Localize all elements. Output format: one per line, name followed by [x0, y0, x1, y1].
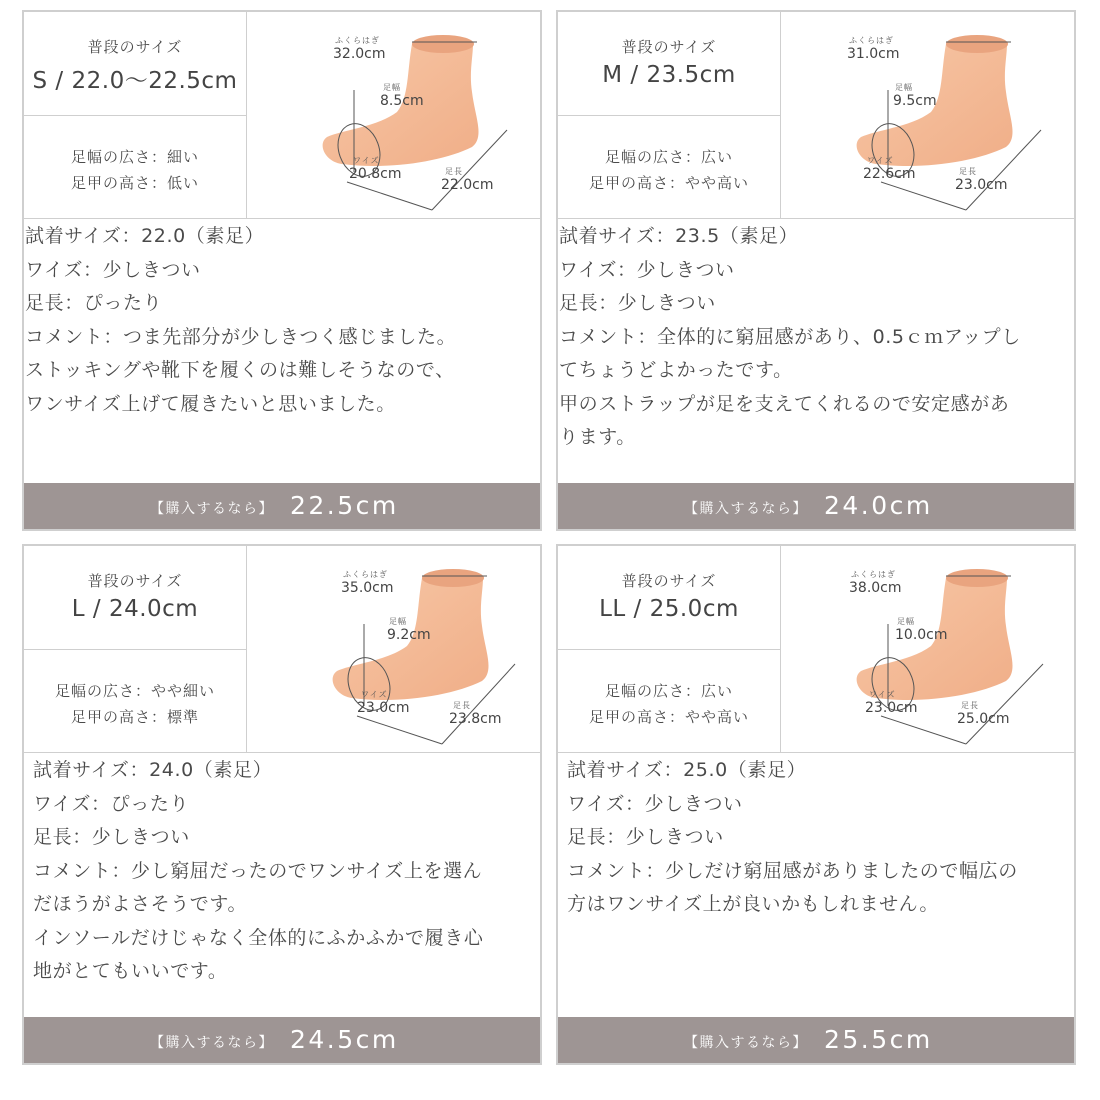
calf-value: 35.0cm: [341, 580, 394, 596]
card-header: [558, 546, 1074, 753]
usual-size-value: LL / 25.0cm: [599, 596, 739, 622]
review-line: ります。: [559, 426, 636, 448]
foot-length-value: 25.0cm: [957, 711, 1010, 727]
foot-features-box: [558, 650, 780, 752]
review-line: 試着サイズ：23.5（素足）: [559, 225, 799, 247]
usual-size-caption: 普段のサイズ: [87, 38, 183, 56]
foot-length-value: 23.8cm: [449, 711, 502, 727]
foot-measurement-diagram: [781, 546, 1076, 752]
foot-width-feature: 足幅の広さ：広い: [604, 682, 733, 700]
foot-illustration-icon: [781, 546, 1076, 752]
foot-length-value: 23.0cm: [955, 177, 1008, 193]
review-line: 地がとてもいいです。: [33, 960, 228, 982]
usual-size-box: [558, 546, 780, 650]
recommended-size-value: 22.5cm: [290, 491, 399, 520]
card-header: [558, 12, 1074, 219]
calf-label: ふくらはぎ: [851, 570, 896, 579]
review-line: 足長：ぴったり: [25, 292, 163, 314]
review-line: だほうがよさそうです。: [33, 893, 248, 915]
usual-size-box: [24, 12, 246, 116]
recommended-size-bar: [558, 1017, 1074, 1063]
recommended-size-bar: [24, 1017, 540, 1063]
calf-value: 31.0cm: [847, 46, 900, 62]
calf-value: 38.0cm: [849, 580, 902, 596]
review-text: [25, 220, 539, 421]
size-info-column: [558, 12, 781, 218]
review-line: 方はワンサイズ上が良いかもしれません。: [567, 893, 940, 915]
foot-length-label: 足長: [959, 167, 977, 176]
review-line: コメント：つま先部分が少しきつく感じました。: [25, 325, 457, 348]
usual-size-value: M / 23.5cm: [602, 62, 736, 88]
review-line: 足長：少しきつい: [567, 826, 724, 848]
review-line: ワイズ：少しきつい: [559, 258, 735, 281]
ball-width-value: 10.0cm: [895, 627, 948, 643]
foot-length-label: 足長: [445, 167, 463, 176]
recommended-size-bar: [558, 483, 1074, 529]
foot-width-feature: 足幅の広さ：細い: [70, 148, 199, 166]
ball-width-label: 足幅: [895, 83, 913, 92]
size-review-card-s: [22, 10, 542, 531]
size-info-column: [24, 12, 247, 218]
review-line: 甲のストラップが足を支えてくれるので安定感があ: [559, 392, 1010, 415]
review-line: インソールだけじゃなく全体的にふかふかで履き心: [33, 926, 484, 949]
foot-features-box: [24, 650, 246, 752]
ball-width-label: 足幅: [383, 83, 401, 92]
foot-width-feature: 足幅の広さ：やや細い: [54, 682, 215, 700]
review-line: ストッキングや靴下を履くのは難しそうなので、: [25, 359, 455, 381]
foot-illustration-icon: [247, 12, 542, 218]
usual-size-caption: 普段のサイズ: [87, 572, 183, 590]
review-line: ワンサイズ上げて履きたいと思いました。: [25, 392, 396, 415]
recommended-size-value: 25.5cm: [824, 1025, 933, 1054]
wise-label: ワイズ: [361, 690, 388, 699]
usual-size-value: S / 22.0〜22.5cm: [32, 68, 238, 94]
review-line: 試着サイズ：24.0（素足）: [33, 759, 273, 781]
foot-length-value: 22.0cm: [441, 177, 494, 193]
size-info-column: [24, 546, 247, 752]
usual-size-value: L / 24.0cm: [71, 596, 199, 622]
review-line: 試着サイズ：22.0（素足）: [25, 225, 265, 247]
foot-length-label: 足長: [961, 701, 979, 710]
review-text: [559, 220, 1073, 455]
size-info-column: [558, 546, 781, 752]
wise-label: ワイズ: [867, 156, 894, 165]
ball-width-value: 9.2cm: [387, 627, 431, 643]
wise-label: ワイズ: [869, 690, 896, 699]
usual-size-box: [24, 546, 246, 650]
card-header: [24, 12, 540, 219]
review-text: [567, 754, 1081, 922]
review-text: [33, 754, 547, 989]
wise-value: 22.6cm: [863, 166, 916, 182]
review-line: ワイズ：ぴったり: [33, 792, 190, 815]
ball-width-value: 9.5cm: [893, 93, 937, 109]
size-review-card-m: [556, 10, 1076, 531]
calf-label: ふくらはぎ: [849, 36, 894, 45]
foot-measurement-diagram: [781, 12, 1076, 218]
foot-measurement-diagram: [247, 12, 542, 218]
review-line: 足長：少しきつい: [559, 292, 716, 314]
calf-label: ふくらはぎ: [343, 570, 388, 579]
usual-size-box: [558, 12, 780, 116]
wise-value: 23.0cm: [357, 700, 410, 716]
review-line: ワイズ：少しきつい: [25, 258, 201, 281]
card-header: [24, 546, 540, 753]
foot-illustration-icon: [781, 12, 1076, 218]
ball-width-value: 8.5cm: [380, 93, 424, 109]
foot-length-label: 足長: [453, 701, 471, 710]
recommended-size-value: 24.0cm: [824, 491, 933, 520]
review-line: てちょうどよかったです。: [559, 359, 793, 381]
review-line: 足長：少しきつい: [33, 826, 190, 848]
foot-width-feature: 足幅の広さ：広い: [604, 148, 733, 166]
recommended-size-label: 【購入するなら】: [150, 1035, 274, 1051]
wise-value: 20.8cm: [349, 166, 402, 182]
ball-width-label: 足幅: [389, 617, 407, 626]
recommended-size-bar: [24, 483, 540, 529]
review-line: 試着サイズ：25.0（素足）: [567, 759, 807, 781]
recommended-size-value: 24.5cm: [290, 1025, 399, 1054]
ball-width-label: 足幅: [897, 617, 915, 626]
usual-size-caption: 普段のサイズ: [621, 38, 717, 56]
foot-features-box: [558, 116, 780, 218]
recommended-size-label: 【購入するなら】: [684, 501, 808, 517]
review-line: コメント：少しだけ窮屈感がありましたので幅広の: [567, 859, 1018, 882]
usual-size-caption: 普段のサイズ: [621, 572, 717, 590]
review-line: コメント：全体的に窮屈感があり、0.5ｃｍアップし: [559, 325, 1021, 348]
calf-value: 32.0cm: [333, 46, 386, 62]
wise-label: ワイズ: [353, 156, 380, 165]
calf-label: ふくらはぎ: [335, 36, 380, 45]
instep-height-feature: 足甲の高さ：標準: [70, 708, 199, 726]
foot-measurement-diagram: [247, 546, 542, 752]
size-review-card-ll: [556, 544, 1076, 1065]
recommended-size-label: 【購入するなら】: [684, 1035, 808, 1051]
review-line: ワイズ：少しきつい: [567, 792, 743, 815]
instep-height-feature: 足甲の高さ：やや高い: [588, 174, 749, 192]
review-line: コメント：少し窮屈だったのでワンサイズ上を選ん: [33, 859, 483, 882]
recommended-size-label: 【購入するなら】: [150, 501, 274, 517]
wise-value: 23.0cm: [865, 700, 918, 716]
instep-height-feature: 足甲の高さ：やや高い: [588, 708, 749, 726]
foot-features-box: [24, 116, 246, 218]
size-review-card-l: [22, 544, 542, 1065]
instep-height-feature: 足甲の高さ：低い: [70, 174, 199, 192]
